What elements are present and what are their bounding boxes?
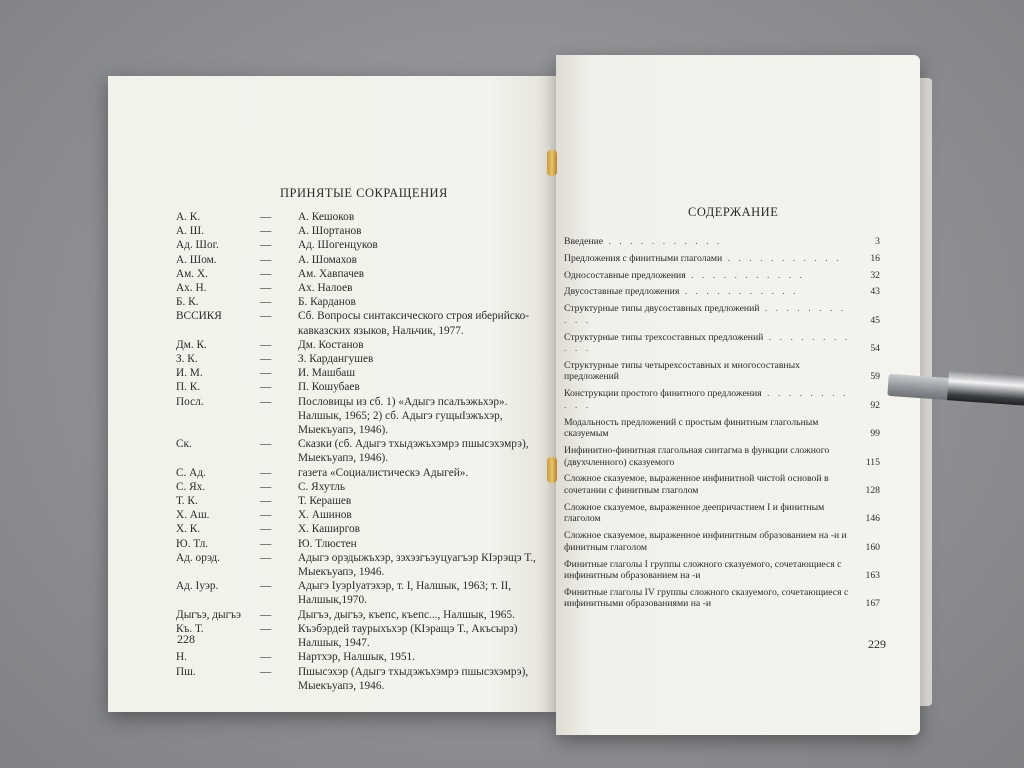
abbreviation-row — [176, 366, 546, 380]
abbreviation-value: Адыгэ ІуэрІуатэхэр, т. I, Налшык, 1963; т. II, Налшык,1970. — [298, 580, 512, 607]
abbreviation-row — [176, 650, 546, 664]
abbreviation-key: С. Ад. — [176, 466, 206, 479]
toc-entry-title: Сложное сказуемое, выраженное инфинитной чистой основой в сочетании с финитным глаголом — [564, 473, 829, 496]
abbreviation-value: А. Шортанов — [298, 225, 362, 238]
abbreviation-row — [176, 224, 546, 238]
pen-cap — [887, 374, 952, 400]
abbreviation-key: Ад. орэд. — [176, 551, 220, 564]
abbreviation-dash: — — [260, 537, 272, 550]
abbreviation-row — [176, 210, 546, 224]
abbreviation-dash: — — [260, 381, 272, 394]
abbreviation-dash: — — [260, 310, 272, 323]
toc-entry-title: Модальность предложений с простым финитным глагольным сказуемым — [564, 416, 819, 440]
toc-entry-page: 59 — [870, 371, 880, 383]
abbreviation-row — [176, 508, 546, 522]
abbreviation-value: С. Яхутль — [298, 480, 346, 493]
abbreviation-row — [176, 466, 546, 480]
right-page-number: 229 — [868, 637, 886, 651]
toc-entry — [564, 445, 880, 468]
abbreviation-dash: — — [260, 438, 272, 451]
abbreviation-dash: — — [260, 509, 272, 522]
abbreviation-dash: — — [260, 253, 272, 266]
toc-entry — [564, 502, 880, 525]
abbreviation-key: Ах. Н. — [176, 282, 207, 295]
toc-entry-page: 92 — [870, 399, 880, 411]
toc-entry — [564, 559, 880, 582]
toc-entry-page: 167 — [865, 598, 880, 610]
abbreviation-row — [176, 665, 546, 693]
abbreviation-value: Х. Ашинов — [298, 509, 352, 522]
pen-body — [947, 370, 1024, 406]
abbreviation-value: П. Кошубаев — [298, 381, 360, 394]
toc-entry-page: 45 — [870, 314, 880, 326]
abbreviation-row — [176, 494, 546, 508]
abbreviation-value: Дм. Костанов — [298, 338, 364, 351]
abbreviation-key: Ам. Х. — [176, 267, 208, 280]
abbreviation-row — [176, 551, 546, 579]
abbreviation-key: Пш. — [176, 665, 196, 678]
toc-entry-title: Введение . . . — [564, 236, 854, 248]
abbreviation-dash: — — [260, 466, 272, 479]
toc-entry-page: 115 — [865, 456, 880, 468]
toc-entry-page: 99 — [870, 428, 880, 440]
abbreviation-row — [176, 437, 546, 465]
abbreviation-key: Дм. К. — [176, 338, 207, 351]
abbreviation-dash: — — [260, 480, 272, 493]
abbreviation-row — [176, 338, 546, 352]
abbreviation-value: Ах. Налоев — [298, 282, 353, 295]
abbreviation-row — [176, 380, 546, 394]
pen-icon — [888, 370, 1024, 404]
abbreviation-value: И. Машбаш — [298, 367, 356, 380]
abbreviation-row — [176, 608, 546, 622]
abbreviation-dash: — — [260, 225, 272, 238]
toc-entry — [564, 332, 880, 355]
toc-entry — [564, 388, 880, 411]
abbreviation-value: Пшысэхэр (Адыгэ тхыдэжъхэмрэ пшысэхэмрэ), Мыекъуапэ, 1946. — [298, 665, 529, 692]
abbreviation-row — [176, 281, 546, 295]
abbreviation-key: Ю. Тл. — [176, 537, 209, 550]
abbreviation-key: З. К. — [176, 353, 198, 366]
abbreviation-value: Ам. Хавпачев — [298, 267, 365, 280]
abbreviation-dash: — — [260, 239, 272, 252]
abbreviation-value: А. Шомахов — [298, 253, 357, 266]
abbreviation-key: А. Шом. — [176, 253, 217, 266]
abbreviation-key: ВССИКЯ — [176, 310, 222, 323]
abbreviation-row — [176, 522, 546, 536]
abbreviation-dash: — — [260, 608, 272, 621]
toc-entry — [564, 303, 880, 326]
toc-entry-title: Структурные типы трехсоставных предложений . . . — [564, 332, 854, 355]
abbreviation-row — [176, 352, 546, 366]
toc-entry — [564, 417, 880, 440]
toc-entry-title: Структурные типы четырехсоставных и многосоставных предложений — [564, 359, 800, 383]
abbreviation-value: Дыгъэ, дыгъэ, къепс, къепс..., Налшык, 1965. — [298, 608, 515, 621]
toc-entry-page: 16 — [870, 252, 880, 264]
toc-entry — [564, 270, 880, 282]
toc-entry-title: Структурные типы двусоставных предложений . . . — [564, 303, 854, 326]
toc-entry-title: Сложное сказуемое, выраженное деепричастием I и финитным глаголом — [564, 501, 825, 525]
abbreviation-key: Ск. — [176, 438, 192, 451]
abbreviation-dash: — — [260, 580, 272, 593]
abbreviation-dash: — — [260, 622, 272, 635]
abbreviation-dash: — — [260, 282, 272, 295]
abbreviation-key: Къ. Т. — [176, 622, 204, 635]
abbreviation-row — [176, 309, 546, 337]
abbreviation-dash: — — [260, 495, 272, 508]
toc-entry-title: Инфинитно-финитная глагольная синтагма в функции сложного (двухчленного) сказуемого — [564, 445, 830, 468]
abbreviation-value: Т. Керашев — [298, 495, 352, 508]
abbreviation-key: Т. К. — [176, 495, 198, 508]
toc-entry — [564, 473, 880, 496]
toc-entry-title: Односоставные предложения . . . — [564, 270, 854, 282]
toc-entry-page: 163 — [865, 570, 880, 582]
abbreviation-value: Адыгэ орэдыжъхэр, зэхэзгъэуцуагъэр КІэрэщэ Т., Мыекъуапэ, 1946. — [298, 551, 536, 579]
abbreviation-key: А. Ш. — [176, 225, 205, 238]
toc-entry-page: 43 — [870, 286, 880, 298]
abbreviation-value: Сб. Вопросы синтаксического строя иберийско-кавказских языков, Нальчик, 1977. — [298, 310, 530, 337]
abbreviation-key: Ад. Іуэр. — [176, 580, 219, 593]
toc-entry-page: 3 — [875, 236, 880, 247]
abbreviation-row — [176, 238, 546, 252]
abbreviation-row — [176, 579, 546, 607]
abbreviation-key: С. Ях. — [176, 480, 206, 493]
contents-title: СОДЕРЖАНИЕ — [688, 205, 779, 219]
abbreviation-dash: — — [260, 367, 272, 380]
toc-entry-title: Двусоставные предложения . . . — [564, 286, 854, 298]
abbreviation-key: Б. К. — [176, 296, 199, 309]
abbreviations-list — [176, 210, 546, 693]
abbreviation-value: газета «Социалистическэ Адыгей». — [298, 466, 469, 479]
toc-entry-title: Предложения с финитными глаголами . . . — [564, 253, 854, 265]
abbreviation-dash: — — [260, 296, 272, 309]
abbreviation-key: Дыгъэ, дыгъэ — [176, 608, 241, 621]
toc-entry — [564, 360, 880, 383]
toc-entry — [564, 530, 880, 553]
abbreviation-dash: — — [260, 551, 272, 564]
abbreviation-row — [176, 295, 546, 309]
abbreviation-value: З. Кардангушев — [298, 353, 374, 366]
toc-entry-page: 32 — [870, 269, 880, 281]
toc-entry — [564, 236, 880, 248]
left-page-number: 228 — [177, 632, 195, 646]
abbreviation-dash: — — [260, 211, 272, 223]
toc-entry-page: 54 — [870, 343, 880, 355]
toc-entry-page: 160 — [865, 541, 880, 553]
toc-entry-title: Финитные глаголы I группы сложного сказуемого, сочетающиеся с инфинитным образованием на -и — [564, 558, 842, 582]
toc-entry — [564, 587, 880, 610]
abbreviation-dash: — — [260, 353, 272, 366]
abbreviation-dash: — — [260, 523, 272, 536]
toc-entry-page: 146 — [865, 513, 880, 525]
abbreviation-dash: — — [260, 267, 272, 280]
abbreviation-row — [176, 395, 546, 438]
toc-entry — [564, 286, 880, 298]
staple-top — [547, 150, 557, 176]
abbreviation-row — [176, 267, 546, 281]
abbreviation-value: Сказки (сб. Адыгэ тхыдэжъхэмрэ пшысэхэмрэ), Мыекъуапэ, 1946). — [298, 438, 529, 465]
abbreviation-value: А. Кешоков — [298, 211, 355, 223]
staple-bottom — [547, 457, 557, 483]
abbreviation-value: Х. Каширгов — [298, 523, 360, 536]
abbreviation-key: Х. Аш. — [176, 509, 210, 522]
abbreviation-row — [176, 480, 546, 494]
abbreviation-dash: — — [260, 665, 272, 678]
table-of-contents — [564, 236, 880, 615]
abbreviation-row — [176, 622, 546, 650]
toc-entry — [564, 253, 880, 265]
abbreviation-value: Ад. Шогенцуков — [298, 239, 378, 252]
abbreviation-key: Посл. — [176, 395, 204, 408]
abbreviation-value: Пословицы из сб. 1) «Адыгэ псалъэжьхэр». Налшык, 1965; 2) сб. Адыгэ гущыІэжъхэр, Мыекъуапэ, 1946). — [298, 395, 508, 437]
abbreviation-value: Нартхэр, Налшык, 1951. — [298, 651, 416, 664]
toc-entry-title: Конструкции простого финитного предложения . . . — [564, 388, 854, 411]
abbreviation-key: Ад. Шог. — [176, 239, 219, 252]
abbreviation-key: П. К. — [176, 381, 201, 394]
abbreviation-value: Къэбэрдей таурыхъхэр (КІэращэ Т., Акъсырз) Налшык, 1947. — [298, 622, 518, 650]
abbreviation-key: И. М. — [176, 367, 203, 380]
toc-entry-title: Финитные глаголы IV группы сложного сказуемого, сочетающиеся с инфинитными образованиями на -и — [564, 586, 849, 610]
abbreviation-row — [176, 537, 546, 551]
abbreviations-title: ПРИНЯТЫЕ СОКРАЩЕНИЯ — [280, 186, 448, 200]
toc-entry-title: Сложное сказуемое, выраженное инфинитным образованием на -и и финитным глаголом — [564, 530, 847, 553]
toc-entry-page: 128 — [865, 484, 880, 496]
abbreviation-dash: — — [260, 395, 272, 408]
abbreviation-row — [176, 253, 546, 267]
abbreviation-key: Х. К. — [176, 523, 201, 536]
abbreviation-value: Б. Карданов — [298, 296, 356, 309]
abbreviation-key: А. К. — [176, 211, 201, 223]
abbreviation-value: Ю. Тлюстен — [298, 537, 357, 550]
abbreviation-dash: — — [260, 338, 272, 351]
abbreviation-dash: — — [260, 651, 272, 664]
abbreviation-key: Н. — [176, 651, 187, 664]
